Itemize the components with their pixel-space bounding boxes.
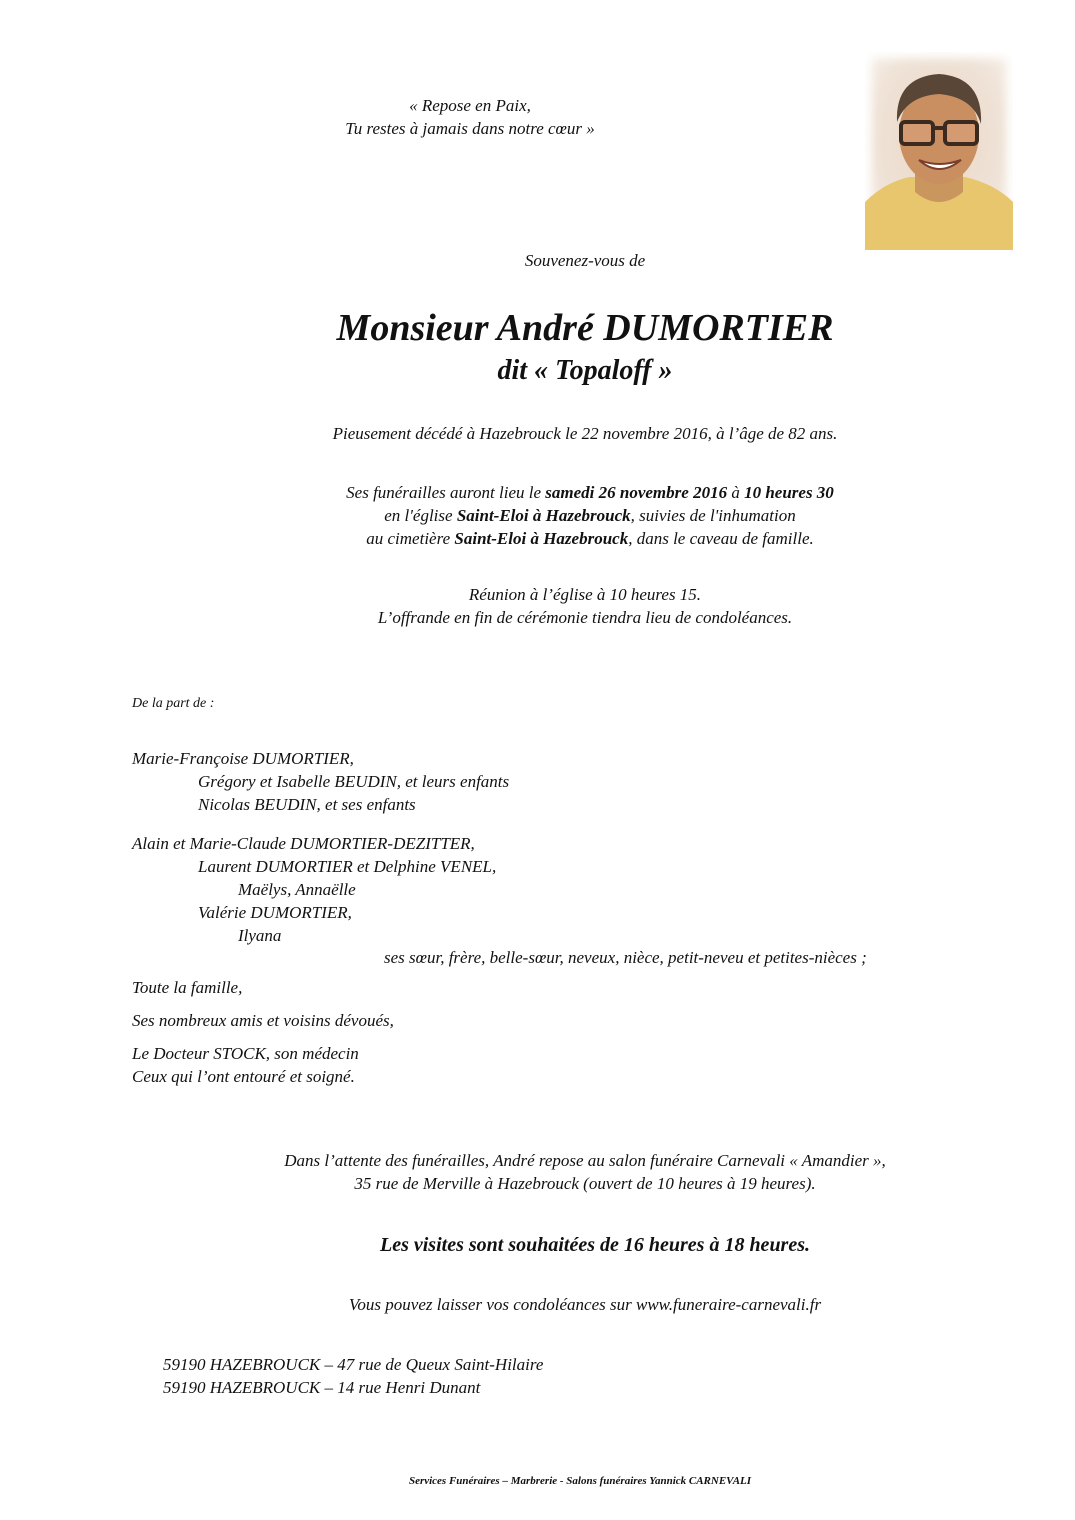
deceased-name: Monsieur André DUMORTIER: [336, 307, 834, 349]
family-member: Marie-Françoise DUMORTIER,: [132, 749, 354, 768]
family-member: Maëlys, Annaëlle: [238, 880, 356, 899]
funeral-line-3: au cimetière Saint-Eloi à Hazebrouck, dans le caveau de famille.: [366, 529, 814, 548]
quote-line-1: « Repose en Paix,: [409, 96, 531, 115]
family-relation: ses sœur, frère, belle-sœur, neveux, nièce, petit-neveu et petites-nièces ;: [384, 948, 867, 967]
family-member: Ilyana: [238, 926, 282, 945]
salon-line-2: 35 rue de Merville à Hazebrouck (ouvert de 10 heures à 19 heures).: [354, 1174, 816, 1193]
family-group-1: [132, 747, 509, 816]
portrait-photo: [865, 52, 1013, 250]
family-other: Ses nombreux amis et voisins dévoués,: [132, 1011, 394, 1030]
meeting-line-2: L’offrande en fin de cérémonie tiendra lieu de condoléances.: [377, 608, 793, 627]
salon-line-1: Dans l’attente des funérailles, André repose au salon funéraire Carnevali « Amandier »,: [284, 1151, 886, 1170]
funeral-date: samedi 26 novembre 2016: [545, 483, 728, 502]
family-member: Valérie DUMORTIER,: [198, 903, 352, 922]
funeral-home-info: [180, 1149, 990, 1195]
family-member: Nicolas BEUDIN, et ses enfants: [198, 795, 416, 814]
church-name: Saint-Eloi à Hazebrouck: [456, 506, 631, 525]
meeting-line-1: Réunion à l’église à 10 heures 15.: [468, 585, 702, 604]
family-other: [132, 1042, 359, 1088]
death-notice: Pieusement décédé à Hazebrouck le 22 novembre 2016, à l’âge de 82 ans.: [332, 424, 838, 443]
family-member: Alain et Marie-Claude DUMORTIER-DEZITTER,: [132, 834, 475, 853]
funeral-time: 10 heures 30: [744, 483, 834, 502]
address-line: 59190 HAZEBROUCK – 14 rue Henri Dunant: [163, 1378, 481, 1397]
family-group-2: [132, 832, 496, 947]
visiting-hours: Les visites sont souhaitées de 16 heures à 18 heures.: [379, 1234, 811, 1256]
footer-company: Services Funéraires – Marbrerie - Salons funéraires Yannick CARNEVALI: [408, 1475, 752, 1487]
meeting-info: [280, 583, 890, 629]
family-member: Grégory et Isabelle BEUDIN, et leurs enfants: [198, 772, 510, 791]
family-other-line: Le Docteur STOCK, son médecin: [132, 1044, 359, 1063]
addresses: [163, 1353, 543, 1399]
family-other-line: Ceux qui l’ont entouré et soigné.: [132, 1067, 355, 1086]
funeral-line-1: Ses funérailles auront lieu le samedi 26 novembre 2016 à 10 heures 30: [346, 483, 834, 502]
condolences-info: Vous pouvez laisser vos condoléances sur www.funeraire-carnevali.fr: [348, 1295, 822, 1314]
epitaph-quote: [270, 94, 670, 140]
quote-line-2: Tu restes à jamais dans notre cœur »: [345, 119, 595, 138]
funeral-line-2: en l'église Saint-Eloi à Hazebrouck, suivies de l'inhumation: [384, 506, 796, 525]
deceased-nickname: dit « Topaloff »: [497, 355, 673, 386]
funeral-details: [220, 481, 960, 550]
remember-heading: Souvenez-vous de: [524, 251, 646, 270]
address-line: 59190 HAZEBROUCK – 47 rue de Queux Saint-Hilaire: [163, 1355, 544, 1374]
from-label: De la part de :: [132, 696, 215, 711]
family-member: Laurent DUMORTIER et Delphine VENEL,: [198, 857, 497, 876]
portrait-illustration: [865, 52, 1013, 250]
cemetery-name: Saint-Eloi à Hazebrouck: [454, 529, 629, 548]
family-other: Toute la famille,: [132, 978, 243, 997]
